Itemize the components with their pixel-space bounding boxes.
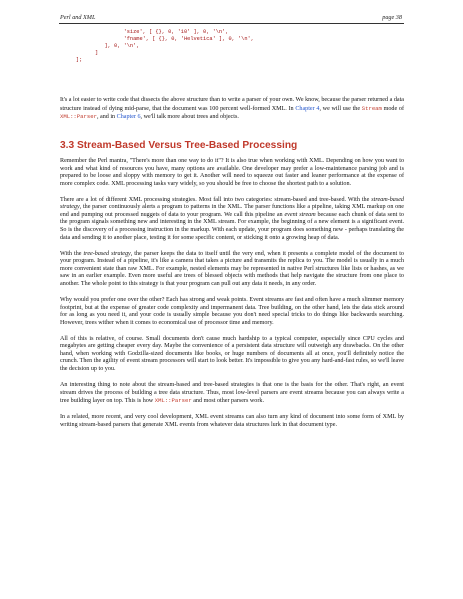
text-span: and most other parsers work.: [191, 398, 264, 405]
emphasis: event stream: [284, 211, 316, 218]
text-span: , the parser keeps the data to itself until the very end, when it presents a complete model of the document to your program. Instead of a pipeline, it's like a camera that takes a picture and transmits the replica to you. The model is usually in a much more convenient state than raw XML. For example, nested elements may be represented in native Perl structures like lists or hashes, as we saw in an earlier example. Even more useful are trees of blessed objects with methods that help navigate the structure from one place to another. The whole point to this strategy is that your program can pull out any data it needs, in any order.: [60, 250, 404, 287]
text-span: There are a lot of different XML processing strategies. Most fall into two categories: stream-based and tree-based. With the: [60, 196, 372, 203]
code-line: ]: [60, 49, 99, 56]
inline-code: XML::Parser: [154, 397, 192, 405]
chapter-4-link[interactable]: Chapter 4: [295, 105, 320, 112]
header-divider: [59, 23, 404, 24]
text-span: , the parser continuously alerts a program to patterns in the XML. The parser functions like a pipeline, taking XML markup on one end and pumping out processed nuggets of data to your program. We call this pipeline an: [60, 204, 404, 218]
inline-code: XML::Parser: [60, 113, 97, 121]
paragraph: [60, 382, 404, 406]
code-line: ];: [60, 56, 83, 63]
paragraph: All of this is relative, of course. Small documents don't cause much hardship to a typical computer, especially since CPU cycles and megabytes are getting cheaper every day. Maybe the convenience of a persistent data structure will outweigh any drawbacks. On the other hand, when working with Godzilla-sized documents like books, or huge numbers of documents all at once, you'll definitely notice the crunch. Then the agility of event stream processors will start to look better. It's impossible to give you any hard-and-fast rules, so we'll leave the decision up to you.: [60, 335, 404, 372]
inline-code: Stream: [361, 104, 382, 112]
paragraph: In a related, more recent, and very cool development, XML event streams can also turn any kind of document into some form of XML by writing stream-based parsers that generate XML events from whatever data structures lurk in that document type.: [60, 414, 404, 428]
paragraph: Remember the Perl mantra, "There's more than one way to do it"? It is also true when working with XML. Depending on how you want to work and what kind of resources you have, many options are available. One developer may prefer a low-maintenance parsing job and is prepared to be loose and sloppy with memory to get it. Another will need to squeeze out faster and leaner performance at the expense of more complex code. XML processing tasks vary widely, so you should be free to choose the shortest path to a solution.: [60, 158, 404, 187]
text-span: mode of: [381, 105, 404, 112]
running-header-page-number: page 38: [382, 14, 402, 21]
section-heading: 3.3 Stream-Based Versus Tree-Based Processing: [60, 140, 298, 151]
emphasis: stream-based strategy: [60, 196, 404, 211]
paragraph: Why would you prefer one over the other? Each has strong and weak points. Event streams are fast and often have a much slimmer memory footprint, but at the expense of greater code complexity and impermanent data. Tree building, on the other hand, lets the data stick around for as long as you need it, and your code is usually simple because you don't need special tricks to do things like backwards searching. However, trees wither when it comes to economical use of processor time and memory.: [60, 296, 404, 326]
paragraph: [60, 197, 404, 242]
running-header-title: Perl and XML: [60, 14, 96, 21]
text-span: It's a lot easier to write code that dissects the above structure than to write a parser of your own. We know, because the parser returned a data structure instead of dying mid-parse, that the document was 100 percent well-formed XML. In: [60, 97, 404, 112]
intro-paragraph: [60, 97, 404, 122]
text-span: , we will use the: [319, 105, 362, 112]
text-span: , and in: [96, 114, 117, 121]
text-span: With the: [60, 250, 84, 257]
chapter-6-link[interactable]: Chapter 6: [116, 114, 141, 121]
paragraph: [60, 251, 404, 289]
code-line: 'size', [ {}, 0, '10' ], 0, '\n',: [60, 29, 229, 35]
text-span: , we'll talk more about trees and objects.: [140, 114, 239, 121]
section-body: [60, 158, 404, 438]
code-line: 'fname', [ {}, 0, 'Helvetica' ], 0, '\n',: [60, 35, 254, 42]
code-line: ], 0, '\n',: [60, 42, 140, 49]
code-listing: [60, 29, 404, 63]
intro-block: [60, 97, 404, 130]
text-span: An interesting thing to note about the stream-based and tree-based strategies is that one is the basis for the other. That's right, an event stream drives the process of building a tree data structure. Thus, most low-level parsers are event streams because you can always write a tree building layer on top. This is how: [60, 382, 404, 405]
emphasis: tree-based strategy: [83, 250, 131, 257]
text-span: because each chunk of data sent to the program signals something new and interesting in the XML stream. For example, the beginning of a new element is a significant event. So is the discovery of a processing instruction in the markup. With each update, your program does something new - perhaps translating the data and sending it to another place, testing it for some specific content, or sticking it onto a growing heap of data.: [60, 211, 404, 241]
